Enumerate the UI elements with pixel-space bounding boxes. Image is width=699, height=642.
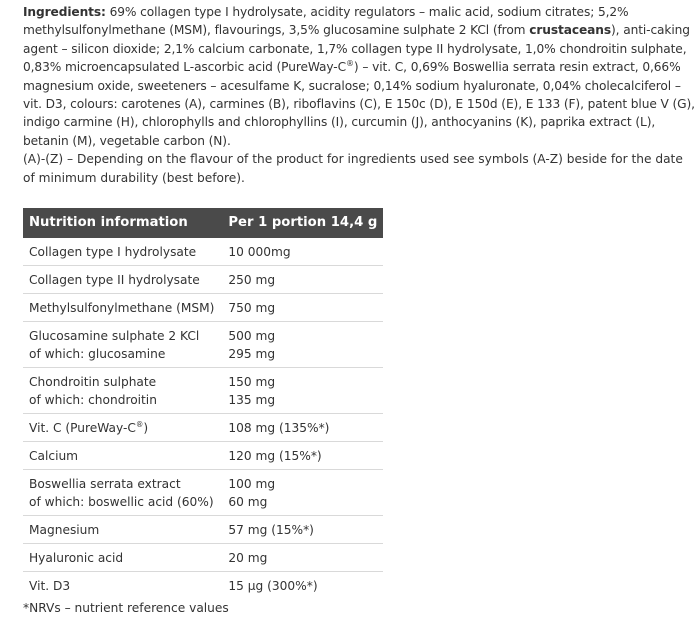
nrv-footnote: *NRVs – nutrient reference values [23, 601, 229, 616]
row-value: 108 mg (135%*) [220, 414, 383, 442]
row-name: Calcium [23, 442, 220, 470]
row-name: Chondroitin sulphate [29, 375, 157, 390]
ingredients-text-2: ), anti-caking agent – silicon dioxide; 2,1% calcium carbonate, 1,7% collagen type II hydrolysate, 1,0% chondroitin sulphate, [23, 23, 690, 56]
row-name: Boswellia serrata extract [29, 477, 181, 492]
table-row [23, 470, 383, 516]
allergen-crustaceans: crustaceans [529, 23, 611, 38]
table-row [23, 294, 383, 322]
nutrition-table [23, 208, 383, 599]
table-row [23, 238, 383, 266]
ingredients-paragraph [23, 3, 695, 150]
row-sub-name: of which: boswellic acid (60%) [29, 495, 214, 510]
ingredients-text-1: 69% collagen type I hydrolysate, acidity regulators – malic acid, sodium citrates; 5,2% methylsulfonylmethane (MSM), flavourings, 3,5% glucosamine sulphate 2 KCl (from [23, 5, 629, 38]
row-value: 150 mg [228, 375, 276, 390]
row-name-cell [23, 414, 220, 442]
row-name: Collagen type I hydrolysate [23, 238, 220, 266]
row-value-cell [220, 470, 383, 516]
row-value: 57 mg (15%*) [220, 516, 383, 544]
row-name-cell [23, 470, 220, 516]
row-sub-value: 60 mg [228, 495, 268, 510]
header-per-portion: Per 1 portion 14,4 g [220, 208, 383, 238]
table-row [23, 414, 383, 442]
row-sub-value: 135 mg [228, 393, 276, 408]
flavour-symbols-note: (A)-(Z) – Depending on the flavour of the product for ingredients used see symbols (A-Z) beside for the date of minimum durability (best before). [23, 152, 683, 185]
row-sub-name: of which: chondroitin [29, 393, 157, 408]
row-name: Vit. C (PureWay-C [29, 421, 136, 436]
row-name: Collagen type II hydrolysate [23, 266, 220, 294]
registered-mark: ® [135, 420, 144, 429]
ingredients-text-3: 0,83% microencapsulated L-ascorbic acid (PureWay-C [23, 60, 347, 75]
row-sub-name: of which: glucosamine [29, 347, 166, 362]
table-row [23, 322, 383, 368]
ingredients-text-4: ) – vit. C, 0,69% Boswellia serrata resin extract, 0,66% magnesium oxide, sweeteners – acesulfame K, sucralose; 0,14% sodium hyaluronate, 0,04% cholecalciferol – vit. D3, colours: carotenes (A), carmines (B), riboflavins (C), E 150c (D), E 150d (E), E 133 (F), patent blue V (G), indigo carmine (H), chlorophylls and chlorophyllins (I), curcumin (J), anthocyanins (K), paprika extract (L), betanin (M), vegetable carbon (N). [23, 60, 695, 148]
row-name-cell [23, 368, 220, 414]
row-value-cell [220, 322, 383, 368]
row-name-cell [23, 322, 220, 368]
table-row [23, 266, 383, 294]
row-name: Magnesium [23, 516, 220, 544]
row-value: 500 mg [228, 329, 276, 344]
row-sub-value: 295 mg [228, 347, 276, 362]
ingredients-label: Ingredients: [23, 5, 106, 19]
table-row [23, 368, 383, 414]
row-value: 750 mg [220, 294, 383, 322]
row-name-end: ) [143, 421, 149, 436]
row-value: 250 mg [220, 266, 383, 294]
row-name: Hyaluronic acid [23, 544, 220, 572]
table-row [23, 442, 383, 470]
registered-mark: ® [346, 59, 354, 69]
row-name: Methylsulfonylmethane (MSM) [23, 294, 220, 322]
row-name: Glucosamine sulphate 2 KCl [29, 329, 200, 344]
row-value: 15 µg (300%*) [228, 579, 318, 594]
row-value-cell [220, 368, 383, 414]
row-value: 120 mg (15%*) [220, 442, 383, 470]
nutrition-table-header [23, 208, 383, 238]
header-nutrition-information: Nutrition information [23, 208, 220, 238]
row-name: Vit. D3 [29, 579, 71, 594]
row-value: 100 mg [228, 477, 276, 492]
table-row [23, 544, 383, 572]
table-row [23, 516, 383, 544]
row-value: 10 000mg [220, 238, 383, 266]
row-value: 20 mg [220, 544, 383, 572]
table-row [23, 572, 383, 600]
